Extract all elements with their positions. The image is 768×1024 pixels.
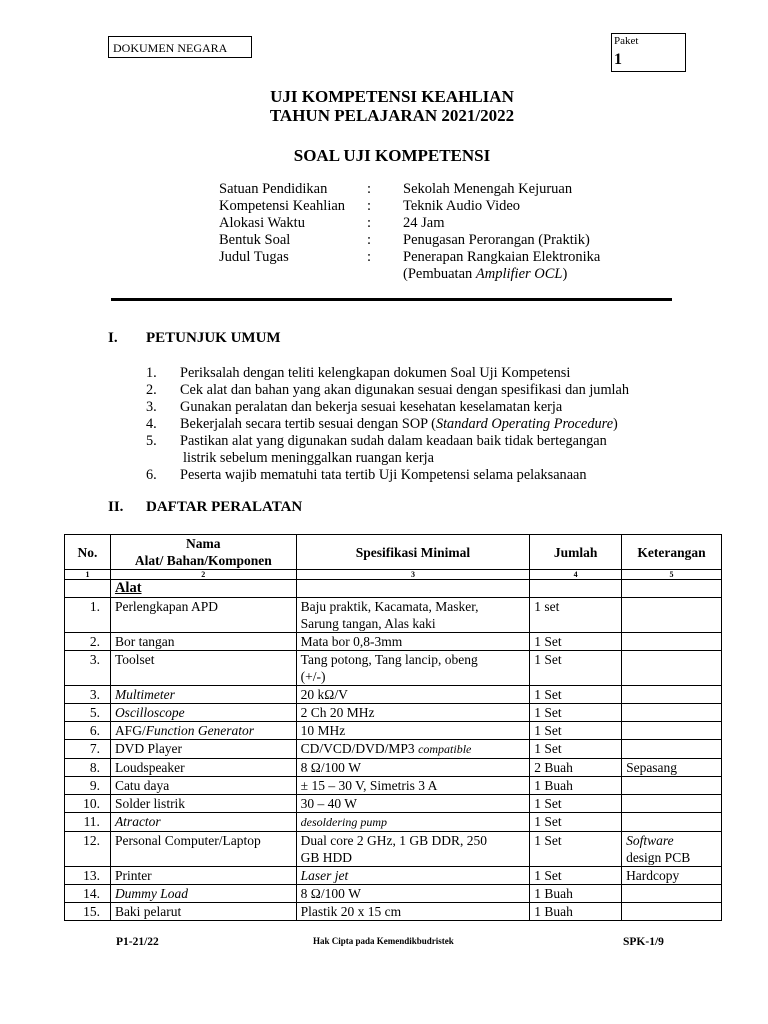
item-spec-text-line2: Sarung tangan, Alas kaki — [300, 616, 436, 631]
table-row — [65, 777, 722, 795]
item-note — [622, 651, 722, 686]
row-number: 15. — [65, 903, 111, 921]
row-number: 2. — [65, 633, 111, 651]
item-spec — [296, 704, 530, 722]
table-row — [65, 686, 722, 704]
item-quantity: 1 set — [530, 598, 622, 633]
header-no: No. — [65, 535, 111, 570]
item-spec — [296, 759, 530, 777]
item-note — [622, 722, 722, 740]
item-quantity: 1 Buah — [530, 903, 622, 921]
list-item-text — [180, 433, 706, 467]
item-spec-text: Plastik 20 x 15 cm — [300, 904, 402, 919]
item-note — [622, 633, 722, 651]
item-spec-text: 10 MHz — [300, 723, 346, 738]
item-name-text: Bor tangan — [114, 634, 175, 649]
item-name — [110, 832, 296, 867]
meta-key: Kompetensi Keahlian — [219, 198, 346, 214]
instruction-list — [146, 365, 706, 484]
header-qty: Jumlah — [530, 535, 622, 570]
item-spec — [296, 598, 530, 633]
list-item-number: 3. — [146, 399, 157, 415]
table-header-row — [65, 535, 722, 570]
list-item-text-b: ) — [613, 416, 618, 432]
item-spec — [296, 813, 530, 832]
row-number: 14. — [65, 885, 111, 903]
item-quantity: 1 Set — [530, 686, 622, 704]
item-spec — [296, 651, 530, 686]
item-name — [110, 813, 296, 832]
item-name — [110, 633, 296, 651]
meta-row-form — [219, 232, 663, 249]
item-spec — [296, 633, 530, 651]
item-name — [110, 686, 296, 704]
footer-code: P1-21/22 — [116, 936, 159, 948]
list-item — [146, 467, 706, 484]
item-name-text: AFG/ — [114, 723, 146, 738]
meta-sep: : — [367, 232, 372, 248]
item-name-text: Solder listrik — [114, 796, 186, 811]
list-item-number: 4. — [146, 416, 157, 432]
item-note — [622, 598, 722, 633]
item-spec — [296, 903, 530, 921]
item-name — [110, 885, 296, 903]
item-spec — [296, 885, 530, 903]
item-name-text: Catu daya — [114, 778, 170, 793]
list-item — [146, 382, 706, 399]
item-name-text: Perlengkapan APD — [114, 599, 219, 614]
item-spec-text: 2 Ch 20 MHz — [300, 705, 375, 720]
table-row — [65, 832, 722, 867]
item-spec-text: Laser jet — [300, 868, 349, 883]
item-name-text: Baki pelarut — [114, 904, 182, 919]
meta-value: Teknik Audio Video — [403, 198, 521, 214]
meta-value-line2-b: Amplifier OCL — [475, 266, 563, 282]
item-spec-text: ± 15 – 30 V, Simetris 3 A — [300, 778, 438, 793]
item-note — [622, 740, 722, 759]
row-number: 10. — [65, 795, 111, 813]
row-number: 6. — [65, 722, 111, 740]
item-name-text: Atractor — [114, 814, 161, 829]
item-quantity: 1 Set — [530, 832, 622, 867]
list-item-text: Cek alat dan bahan yang akan digunakan sesuai dengan spesifikasi dan jumlah — [180, 382, 630, 398]
item-spec — [296, 686, 530, 704]
item-name — [110, 795, 296, 813]
list-item-text-italic: Standard Operating Procedure — [435, 416, 614, 432]
column-index: 5 — [622, 570, 722, 580]
column-index: 4 — [530, 570, 622, 580]
header-divider — [111, 298, 672, 301]
meta-sep: : — [367, 198, 372, 214]
header-name — [110, 535, 296, 570]
item-quantity: 1 Set — [530, 704, 622, 722]
item-quantity: 1 Buah — [530, 777, 622, 795]
item-quantity: 1 Set — [530, 722, 622, 740]
equipment-table — [64, 534, 722, 921]
item-name — [110, 867, 296, 885]
table-row — [65, 903, 722, 921]
item-spec-text-line2: GB HDD — [300, 850, 353, 865]
column-index: 3 — [296, 570, 530, 580]
meta-sep: : — [367, 181, 372, 197]
section-title: PETUNJUK UMUM — [146, 330, 281, 346]
item-note — [622, 777, 722, 795]
item-name — [110, 651, 296, 686]
group-label: Alat — [114, 580, 142, 596]
row-number: 8. — [65, 759, 111, 777]
meta-key: Judul Tugas — [219, 249, 289, 265]
item-spec-text: 8 Ω/100 W — [300, 886, 361, 901]
item-spec-text: Baju praktik, Kacamata, Masker, — [300, 599, 479, 614]
item-name — [110, 704, 296, 722]
list-item — [146, 399, 706, 416]
row-number: 11. — [65, 813, 111, 832]
paket-box — [611, 33, 686, 72]
list-item-number: 1. — [146, 365, 157, 381]
row-number: 12. — [65, 832, 111, 867]
item-quantity: 1 Set — [530, 633, 622, 651]
meta-key: Satuan Pendidikan — [219, 181, 328, 197]
list-item-text-a: Pastikan alat yang digunakan sudah dalam keadaan baik tidak bertegangan — [180, 433, 607, 449]
item-spec — [296, 740, 530, 759]
item-name-italic: Function Generator — [145, 723, 255, 738]
item-quantity: 1 Set — [530, 795, 622, 813]
document-classification-box — [108, 36, 252, 58]
title-line-2: TAHUN PELAJARAN 2021/2022 — [269, 106, 515, 125]
list-item-text: Periksalah dengan teliti kelengkapan dokumen Soal Uji Kompetensi — [180, 365, 571, 381]
item-note-line2: design PCB — [626, 850, 691, 865]
item-name — [110, 722, 296, 740]
list-item-number: 6. — [146, 467, 157, 483]
item-note — [622, 704, 722, 722]
table-row — [65, 740, 722, 759]
meta-key: Alokasi Waktu — [219, 215, 305, 231]
meta-sep: : — [367, 215, 372, 231]
meta-value — [403, 249, 663, 283]
column-index-row — [65, 570, 722, 580]
item-spec-text: Mata bor 0,8-3mm — [300, 634, 403, 649]
meta-value-line1: Penerapan Rangkaian Elektronika — [403, 249, 601, 265]
item-name-text: Multimeter — [114, 687, 175, 702]
paket-value: 1 — [614, 51, 622, 68]
list-item-text-cont: listrik sebelum meninggalkan ruangan kerja — [183, 450, 434, 466]
row-number: 7. — [65, 740, 111, 759]
meta-sep: : — [367, 249, 372, 265]
item-note — [622, 813, 722, 832]
item-name-text: Toolset — [114, 652, 155, 667]
item-name-text: Dummy Load — [114, 886, 189, 901]
item-spec-text: 8 Ω/100 W — [300, 760, 361, 775]
item-spec-text: 30 – 40 W — [300, 796, 358, 811]
item-quantity: 1 Buah — [530, 885, 622, 903]
row-number: 5. — [65, 704, 111, 722]
table-row — [65, 722, 722, 740]
table-row — [65, 651, 722, 686]
item-name — [110, 903, 296, 921]
table-row — [65, 704, 722, 722]
title-line-3: SOAL UJI KOMPETENSI — [293, 146, 491, 165]
item-quantity: 1 Set — [530, 813, 622, 832]
meta-value: Sekolah Menengah Kejuruan — [403, 181, 573, 197]
meta-key: Bentuk Soal — [219, 232, 291, 248]
footer-page: SPK-1/9 — [623, 936, 664, 948]
item-name-text: Loudspeaker — [114, 760, 185, 775]
group-row — [65, 580, 722, 598]
table-row — [65, 633, 722, 651]
list-item — [146, 433, 706, 467]
list-item-number: 2. — [146, 382, 157, 398]
section-number: II. — [108, 499, 124, 515]
item-quantity: 2 Buah — [530, 759, 622, 777]
item-note: Hardcopy — [622, 867, 722, 885]
meta-row-school — [219, 181, 663, 198]
row-number: 3. — [65, 686, 111, 704]
item-quantity: 1 Set — [530, 651, 622, 686]
item-note — [622, 885, 722, 903]
meta-value-line2-c: ) — [562, 266, 568, 282]
table-row — [65, 759, 722, 777]
item-note — [622, 686, 722, 704]
item-name-text: DVD Player — [114, 741, 183, 756]
header-note: Keterangan — [622, 535, 722, 570]
row-number: 1. — [65, 598, 111, 633]
item-spec-text: desoldering pump — [300, 815, 387, 829]
item-spec-text: CD/VCD/DVD/MP3 — [300, 741, 419, 756]
meta-value: Penugasan Perorangan (Praktik) — [403, 232, 590, 248]
header-name-line2: Alat/ Bahan/Komponen — [134, 553, 272, 568]
item-name — [110, 598, 296, 633]
item-note — [622, 903, 722, 921]
table-row — [65, 598, 722, 633]
item-note: Sepasang — [622, 759, 722, 777]
meta-value-line2-a: (Pembuatan — [403, 266, 476, 282]
table-row — [65, 885, 722, 903]
item-name — [110, 777, 296, 795]
footer-copyright: Hak Cipta pada Kemendikbudristek — [313, 936, 454, 946]
item-quantity: 1 Set — [530, 867, 622, 885]
item-name-text: Personal Computer/Laptop — [114, 833, 261, 848]
header-name-line1: Nama — [186, 536, 221, 551]
item-name-text: Printer — [114, 868, 152, 883]
row-number: 9. — [65, 777, 111, 795]
item-spec-italic: compatible — [418, 742, 472, 756]
section-title: DAFTAR PERALATAN — [146, 499, 303, 515]
item-spec-text: Tang potong, Tang lancip, obeng — [300, 652, 478, 667]
item-spec — [296, 832, 530, 867]
section-number: I. — [108, 330, 118, 346]
item-name-text: Oscilloscope — [114, 705, 185, 720]
list-item-text — [180, 416, 706, 433]
title-line-1: UJI KOMPETENSI KEAHLIAN — [270, 87, 514, 106]
item-spec — [296, 777, 530, 795]
exam-metadata — [219, 181, 663, 283]
list-item-number: 5. — [146, 433, 157, 449]
item-quantity: 1 Set — [530, 740, 622, 759]
item-spec — [296, 722, 530, 740]
meta-row-competency — [219, 198, 663, 215]
list-item — [146, 365, 706, 382]
list-item — [146, 416, 706, 433]
column-index: 1 — [65, 570, 111, 580]
item-note-italic: Software — [626, 833, 674, 848]
item-spec-text-line2: (+/-) — [300, 669, 326, 684]
list-item-text: Gunakan peralatan dan bekerja sesuai kesehatan keselamatan kerja — [180, 399, 563, 415]
table-row — [65, 813, 722, 832]
item-spec — [296, 867, 530, 885]
list-item-text: Peserta wajib mematuhi tata tertib Uji Kompetensi selama pelaksanaan — [180, 467, 587, 483]
header-spec: Spesifikasi Minimal — [296, 535, 530, 570]
row-number: 3. — [65, 651, 111, 686]
item-note — [622, 795, 722, 813]
list-item-text-a: Bekerjalah secara tertib sesuai dengan SOP ( — [180, 416, 436, 432]
table-row — [65, 867, 722, 885]
meta-row-time — [219, 215, 663, 232]
item-note — [622, 832, 722, 867]
item-spec-text: 20 kΩ/V — [300, 687, 348, 702]
document-classification-label: DOKUMEN NEGARA — [113, 41, 228, 55]
item-spec-text: Dual core 2 GHz, 1 GB DDR, 250 — [300, 833, 487, 848]
table-row — [65, 795, 722, 813]
meta-row-task — [219, 249, 663, 283]
item-name — [110, 740, 296, 759]
column-index: 2 — [110, 570, 296, 580]
item-spec — [296, 795, 530, 813]
row-number: 13. — [65, 867, 111, 885]
paket-label: Paket — [614, 35, 639, 47]
item-name — [110, 759, 296, 777]
meta-value: 24 Jam — [403, 215, 445, 231]
